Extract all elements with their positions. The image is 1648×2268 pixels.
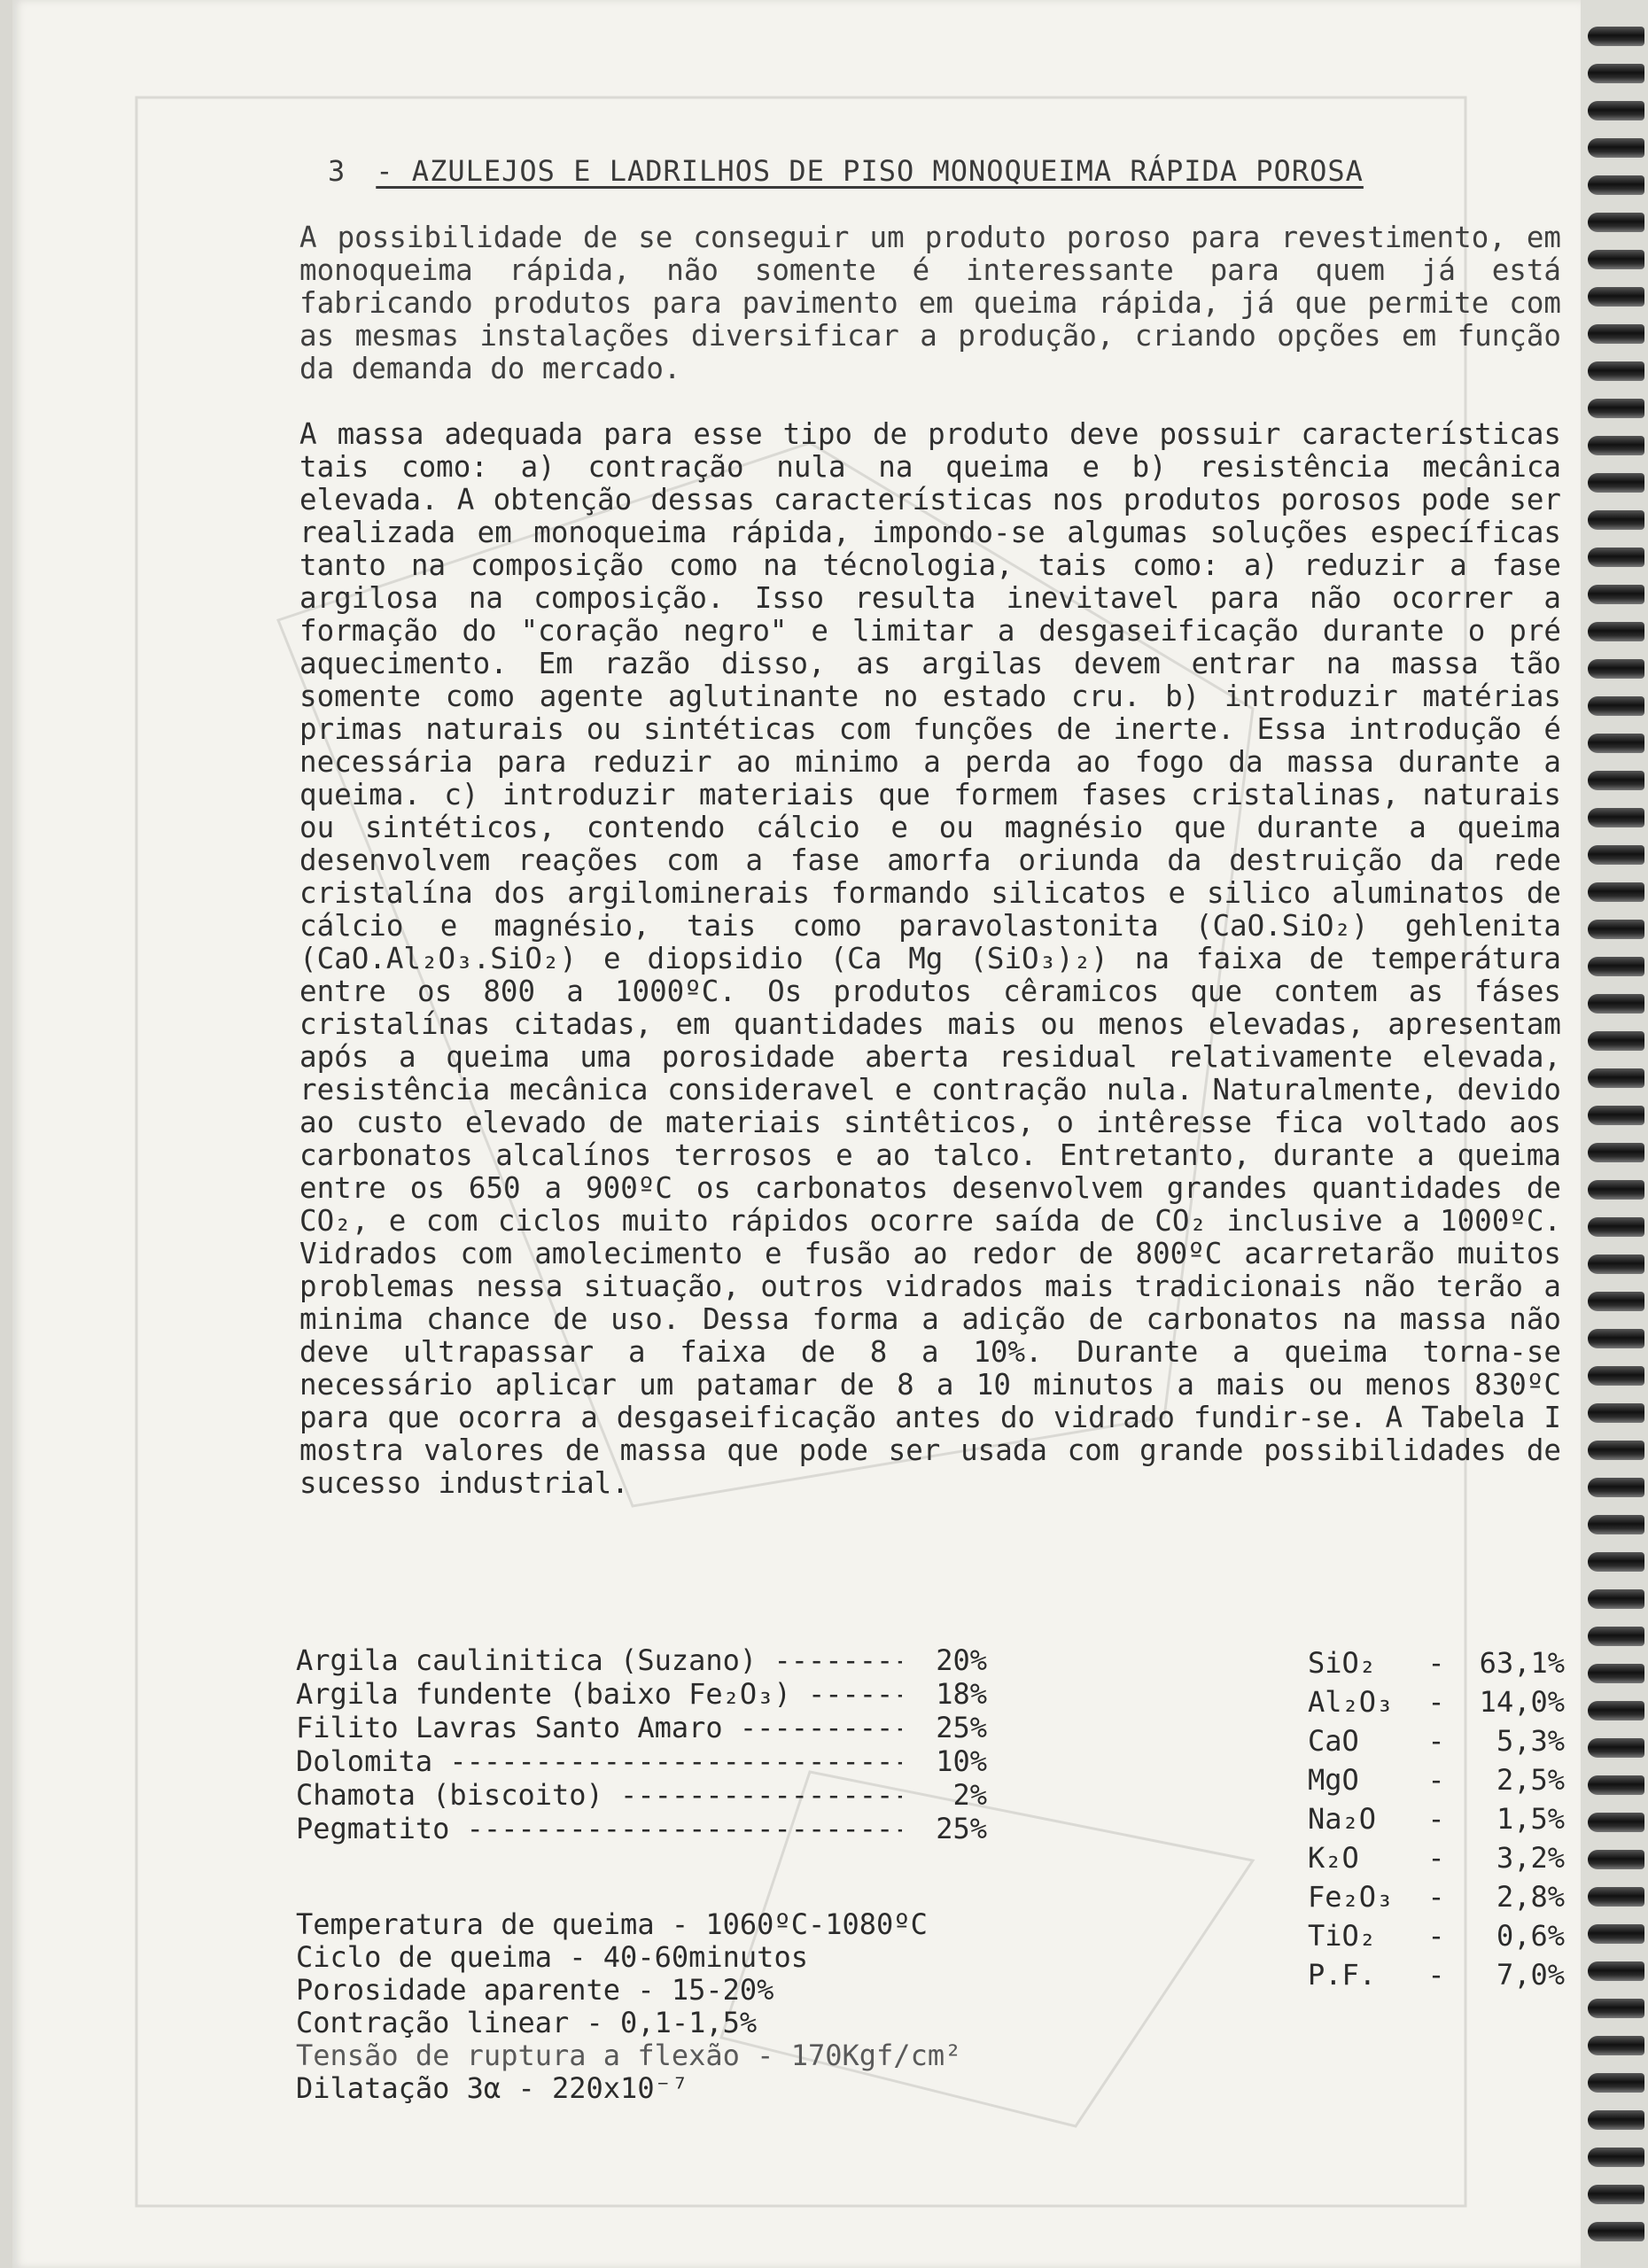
spiral-coil xyxy=(1588,1292,1644,1311)
oxide-row: Fe₂O₃ - 2,8% xyxy=(1308,1877,1565,1916)
spiral-coil xyxy=(1588,1217,1644,1237)
spiral-coil xyxy=(1588,548,1644,567)
paragraph-intro: A possibilidade de se conseguir um produto poroso para revestimento, em monoqueima rápida, não somente é interessante para quem já está fabricando produtos para pavimento em queima rápida, já que permite com as mesmas instalações diversificar a produção, criando opções em função da demanda do mercado. xyxy=(299,221,1561,385)
material-name: Argila fundente (baixo Fe₂O₃) ----- xyxy=(296,1677,902,1711)
property-line: Temperatura de queima - 1060ºC-1080ºC xyxy=(296,1907,928,1941)
oxide-row: P.F. - 7,0% xyxy=(1308,1955,1565,1994)
spiral-coil xyxy=(1588,250,1644,269)
spiral-coil xyxy=(1588,436,1644,455)
oxide-formula: Na₂O xyxy=(1308,1802,1377,1836)
oxide-row: TiO₂ - 0,6% xyxy=(1308,1916,1565,1955)
oxide-value: 5,3% xyxy=(1496,1724,1565,1758)
spiral-coil xyxy=(1588,994,1644,1014)
material-value: 25% xyxy=(936,1711,987,1744)
spiral-coil xyxy=(1588,1031,1644,1051)
spiral-coil xyxy=(1588,2222,1644,2241)
spiral-coil xyxy=(1588,845,1644,865)
spiral-coil xyxy=(1588,2148,1644,2167)
composition-row xyxy=(296,1812,987,1845)
oxide-formula: TiO₂ xyxy=(1308,1919,1377,1953)
oxide-value: 1,5% xyxy=(1496,1802,1565,1836)
oxide-row: Na₂O - 1,5% xyxy=(1308,1799,1565,1838)
spiral-coil xyxy=(1588,287,1644,307)
composition-table xyxy=(296,1643,987,1845)
material-name: Chamota (biscoito) ----- xyxy=(296,1778,902,1812)
spiral-coil xyxy=(1588,1999,1644,2018)
oxide-value: 63,1% xyxy=(1479,1646,1565,1680)
spiral-coil xyxy=(1588,2110,1644,2130)
property-line: Ciclo de queima - 40-60minutos xyxy=(296,1940,808,1974)
oxide-row: SiO₂ - 63,1% xyxy=(1308,1643,1565,1682)
spiral-coil xyxy=(1588,585,1644,604)
oxide-row: CaO - 5,3% xyxy=(1308,1721,1565,1760)
spiral-coil xyxy=(1588,808,1644,827)
spiral-coil xyxy=(1588,1143,1644,1162)
oxide-formula: MgO xyxy=(1308,1763,1359,1797)
spiral-coil xyxy=(1588,2036,1644,2055)
spiral-coil xyxy=(1588,1701,1644,1720)
property-line: Tensão de ruptura a flexão - 170Kgf/cm² xyxy=(296,2039,962,2072)
spiral-coil xyxy=(1588,734,1644,753)
paragraph-main: A massa adequada para esse tipo de produto deve possuir características tais como: a) contração nula na queima e b) resistência mecânica elevada. A obtenção dessas características nos produtos porosos pode ser realizada em monoqueima rápida, impondo-se algumas soluções específicas tanto na composição como na técnologia, tais como: a) reduzir a fase argilosa na composição. Isso resulta inevitavel para não ocorrer a formação do "coração negro" e limitar a desgaseificação durante o pré aquecimento. Em razão disso, as argilas devem entrar na massa tão somente como agente aglutinante no estado cru. b) introduzir matérias primas naturais ou sintéticas com funções de inerte. Essa introdução é necessária para reduzir ao minimo a perda ao fogo da massa durante a queima. c) introduzir materiais que formem fases cristalinas, naturais ou sintéticos, contendo cálcio e ou magnésio que durante a queima desenvolvem reações com a fase amorfa oriunda da destruição da rede cristalína dos argilominerais formando silicatos e silico aluminatos de cálcio e magnésio, tais como paravolastonita (CaO.SiO₂) gehlenita (CaO.Al₂O₃.SiO₂) e diopsidio (Ca Mg (SiO₃)₂) na faixa de temperátura entre os 800 a 1000ºC. Os produtos cêramicos que contem as fáses cristalínas citadas, em quantidades mais ou menos elevadas, apresentam após a queima uma porosidade aberta residual relativamente elevada, resistência mecânica consideravel e contração nula. Naturalmente, devido ao custo elevado de materiais sintêticos, o intêresse fica voltado aos carbonatos alcalínos terrosos e ao talco. Entretanto, durante a queima entre os 650 a 900ºC os carbonatos desenvolvem grandes quantidades de CO₂, e com ciclos muito rápidos ocorre saída de CO₂ inclusive a 1000ºC. Vidrados com amolecimento e fusão ao redor de 800ºC acarretarão muitos problemas nessa situação, outros vidrados mais tradicionais não terão a minima chance de uso. Dessa forma a adição de carbonatos na massa não deve ultrapassar a faixa de 8 a 10%. Durante a queima torna-se necessário aplicar um patamar de 8 a 10 minutos a mais ou menos 830ºC para que ocorra a desgaseificação antes do vidrado fundir-se. A Tabela I mostra valores de massa que pode ser usada com grande possibilidades de sucesso industrial. xyxy=(299,417,1561,1500)
spiral-coil xyxy=(1588,1813,1644,1832)
oxide-row: Al₂O₃ - 14,0% xyxy=(1308,1682,1565,1721)
oxide-formula: Fe₂O₃ xyxy=(1308,1880,1394,1914)
spiral-coil xyxy=(1588,101,1644,120)
spiral-coil xyxy=(1588,64,1644,83)
spiral-coil xyxy=(1588,1366,1644,1386)
spiral-coil xyxy=(1588,1180,1644,1200)
material-value: 10% xyxy=(936,1744,987,1778)
oxide-formula: SiO₂ xyxy=(1308,1646,1377,1680)
spiral-coil xyxy=(1588,1589,1644,1609)
material-value: 2% xyxy=(952,1778,987,1812)
oxide-formula: K₂O xyxy=(1308,1841,1359,1875)
spiral-coil xyxy=(1588,1775,1644,1795)
composition-row xyxy=(296,1677,987,1711)
spiral-coil xyxy=(1588,920,1644,939)
material-name: Filito Lavras Santo Amaro ----- xyxy=(296,1711,902,1744)
spiral-coil xyxy=(1588,138,1644,158)
oxide-row: MgO - 2,5% xyxy=(1308,1760,1565,1799)
section-heading xyxy=(328,154,1364,188)
material-value: 20% xyxy=(936,1643,987,1677)
spiral-coil xyxy=(1588,1441,1644,1460)
property-line: Porosidade aparente - 15-20% xyxy=(296,1973,774,2007)
composition-row xyxy=(296,1711,987,1744)
spiral-coil xyxy=(1588,1961,1644,1981)
oxide-row: K₂O - 3,2% xyxy=(1308,1838,1565,1877)
oxide-value: 7,0% xyxy=(1496,1958,1565,1992)
spiral-coil xyxy=(1588,1478,1644,1497)
spiral-coil xyxy=(1588,1850,1644,1869)
spiral-coil xyxy=(1588,324,1644,344)
oxide-analysis-table xyxy=(1308,1643,1565,1994)
material-name: Argila caulinitica (Suzano) ----- xyxy=(296,1643,902,1677)
spiral-coil xyxy=(1588,1106,1644,1125)
spiral-coil xyxy=(1588,27,1644,46)
properties-list xyxy=(296,1908,1182,2105)
spiral-coil xyxy=(1588,2073,1644,2093)
spiral-coil xyxy=(1588,510,1644,530)
spiral-coil xyxy=(1588,1552,1644,1572)
spiral-coil xyxy=(1588,1627,1644,1646)
spiral-coil xyxy=(1588,473,1644,493)
spiral-coil xyxy=(1588,1403,1644,1423)
composition-row xyxy=(296,1778,987,1812)
material-value: 18% xyxy=(936,1677,987,1711)
spiral-coil xyxy=(1588,1515,1644,1534)
spiral-coil xyxy=(1588,1068,1644,1088)
spiral-coil xyxy=(1588,399,1644,418)
oxide-formula: Al₂O₃ xyxy=(1308,1685,1394,1719)
spiral-coil xyxy=(1588,882,1644,902)
spiral-coil xyxy=(1588,957,1644,976)
spiral-coil xyxy=(1588,1924,1644,1944)
spiral-coil xyxy=(1588,175,1644,195)
material-value: 25% xyxy=(936,1812,987,1845)
spiral-coil xyxy=(1588,1664,1644,1683)
spiral-coil xyxy=(1588,659,1644,679)
oxide-value: 2,8% xyxy=(1496,1880,1565,1914)
section-title: - AZULEJOS E LADRILHOS DE PISO MONOQUEIMA RÁPIDA POROSA xyxy=(376,154,1364,188)
composition-row xyxy=(296,1643,987,1677)
material-name: Pegmatito ----- xyxy=(296,1812,902,1845)
spiral-binding xyxy=(1581,0,1648,2268)
oxide-formula: P.F. xyxy=(1308,1958,1377,1992)
document-page xyxy=(12,0,1581,2268)
oxide-value: 2,5% xyxy=(1496,1763,1565,1797)
spiral-coil xyxy=(1588,1738,1644,1758)
spiral-coil xyxy=(1588,622,1644,641)
oxide-formula: CaO xyxy=(1308,1724,1359,1758)
section-number: 3 xyxy=(328,154,346,188)
oxide-value: 0,6% xyxy=(1496,1919,1565,1953)
oxide-value: 3,2% xyxy=(1496,1841,1565,1875)
spiral-coil xyxy=(1588,1329,1644,1348)
spiral-coil xyxy=(1588,361,1644,381)
spiral-coil xyxy=(1588,2185,1644,2204)
material-name: Dolomita ----- xyxy=(296,1744,902,1778)
spiral-coil xyxy=(1588,213,1644,232)
oxide-value: 14,0% xyxy=(1479,1685,1565,1719)
property-line: Dilatação 3α - 220x10⁻⁷ xyxy=(296,2071,689,2105)
spiral-coil xyxy=(1588,1887,1644,1907)
property-line: Contração linear - 0,1-1,5% xyxy=(296,2006,758,2039)
spiral-coil xyxy=(1588,696,1644,716)
spiral-coil xyxy=(1588,1254,1644,1274)
spiral-coil xyxy=(1588,771,1644,790)
composition-row xyxy=(296,1744,987,1778)
